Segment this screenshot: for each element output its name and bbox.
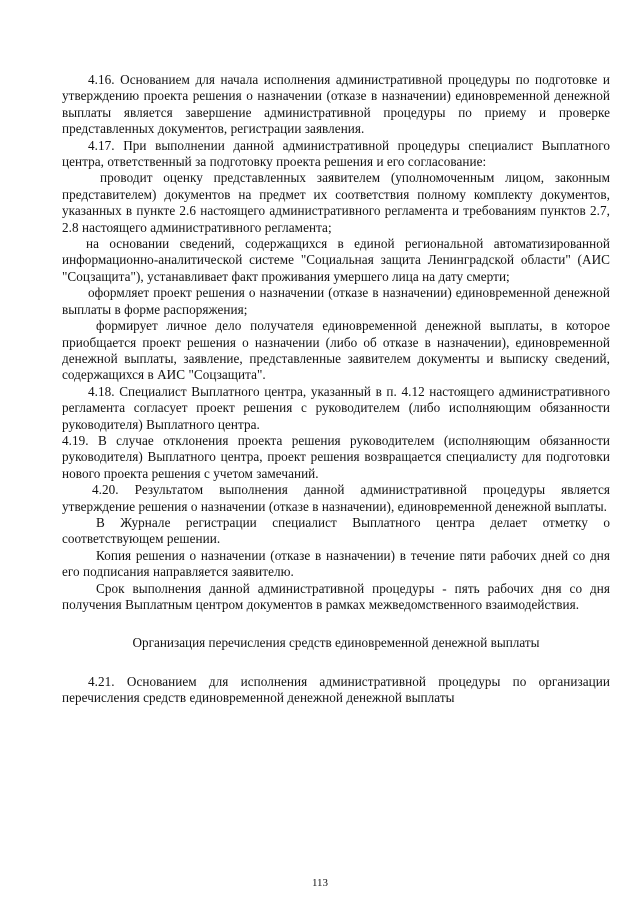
- paragraph-4-21: 4.21. Основанием для исполнения административной процедуры по организации перечисления средств единовременной денежной денежной выплаты: [62, 673, 610, 706]
- paragraph-deadline: Срок выполнения данной административной процедуры - пять рабочих дня со дня получения Выплатным центром документов в рамках межведомственного взаимодействия.: [62, 580, 610, 612]
- paragraph-4-20: 4.20. Результатом выполнения данной административной процедуры является утверждение решения о назначении (отказе в назначении), единовременной денежной выплаты.: [62, 482, 610, 514]
- paragraph-4-19: 4.19. В случае отклонения проекта решения руководителем (исполняющим обязанности руководителя) Выплатного центра, проект решения возвращается специалисту для подготовки нового проекта решения с учетом замечаний.: [62, 432, 610, 481]
- paragraph-4-17: 4.17. При выполнении данной административной процедуры специалист Выплатного центра, ответственный за подготовку проекта решения и его согласование:: [62, 137, 610, 170]
- section-heading: Организация перечисления средств единовременной денежной выплаты: [132, 635, 540, 651]
- paragraph-residence-fact: на основании сведений, содержащихся в единой региональной автоматизированной информационно-аналитической системе "Социальная защита Ленинградской области" (АИС "Соцзащита"), устанавливает факт проживания умершего лица на дату смерти;: [62, 236, 610, 284]
- paragraph-copy-decision: Копия решения о назначении (отказе в назначении) в течение пяти рабочих дней со дня его подписания направляется заявителю.: [62, 547, 610, 580]
- page-number: 113: [311, 877, 329, 889]
- paragraph-journal: В Журнале регистрации специалист Выплатного центра делает отметку о соответствующем решении.: [62, 514, 610, 547]
- paragraph-draft-decision: оформляет проект решения о назначении (отказе в назначении) единовременной денежной выплаты в форме распоряжения;: [62, 285, 610, 317]
- paragraph-assessment: проводит оценку представленных заявителем (уполномоченным лицом, законным представителем) документов на предмет их соответствия полному комплекту документов, указанных в пункте 2.6 настоящего административного регламента и требованиям пунктов 2.7, 2.8 настоящего административного регламента;: [62, 170, 610, 235]
- paragraph-4-18: 4.18. Специалист Выплатного центра, указанный в п. 4.12 настоящего административного регламента согласует проект решения с руководителем (либо исполняющим обязанности руководителя) Выплатного центра.: [62, 383, 610, 432]
- document-page: [62, 72, 610, 707]
- paragraph-4-16: 4.16. Основанием для начала исполнения административной процедуры по подготовке и утверждению проекта решения о назначении (отказе в назначении) единовременной денежной выплаты является завершение административной процедуры по приему и проверке представленных документов, регистрации заявления.: [62, 72, 610, 137]
- paragraph-personal-file: формирует личное дело получателя единовременной денежной выплаты, в которое приобщается проект решения о назначении (либо об отказе в назначении), единовременной денежной выплаты, заявление, представленные заявителем документы и выписку сведений, содержащихся в АИС "Соцзащита".: [62, 318, 610, 383]
